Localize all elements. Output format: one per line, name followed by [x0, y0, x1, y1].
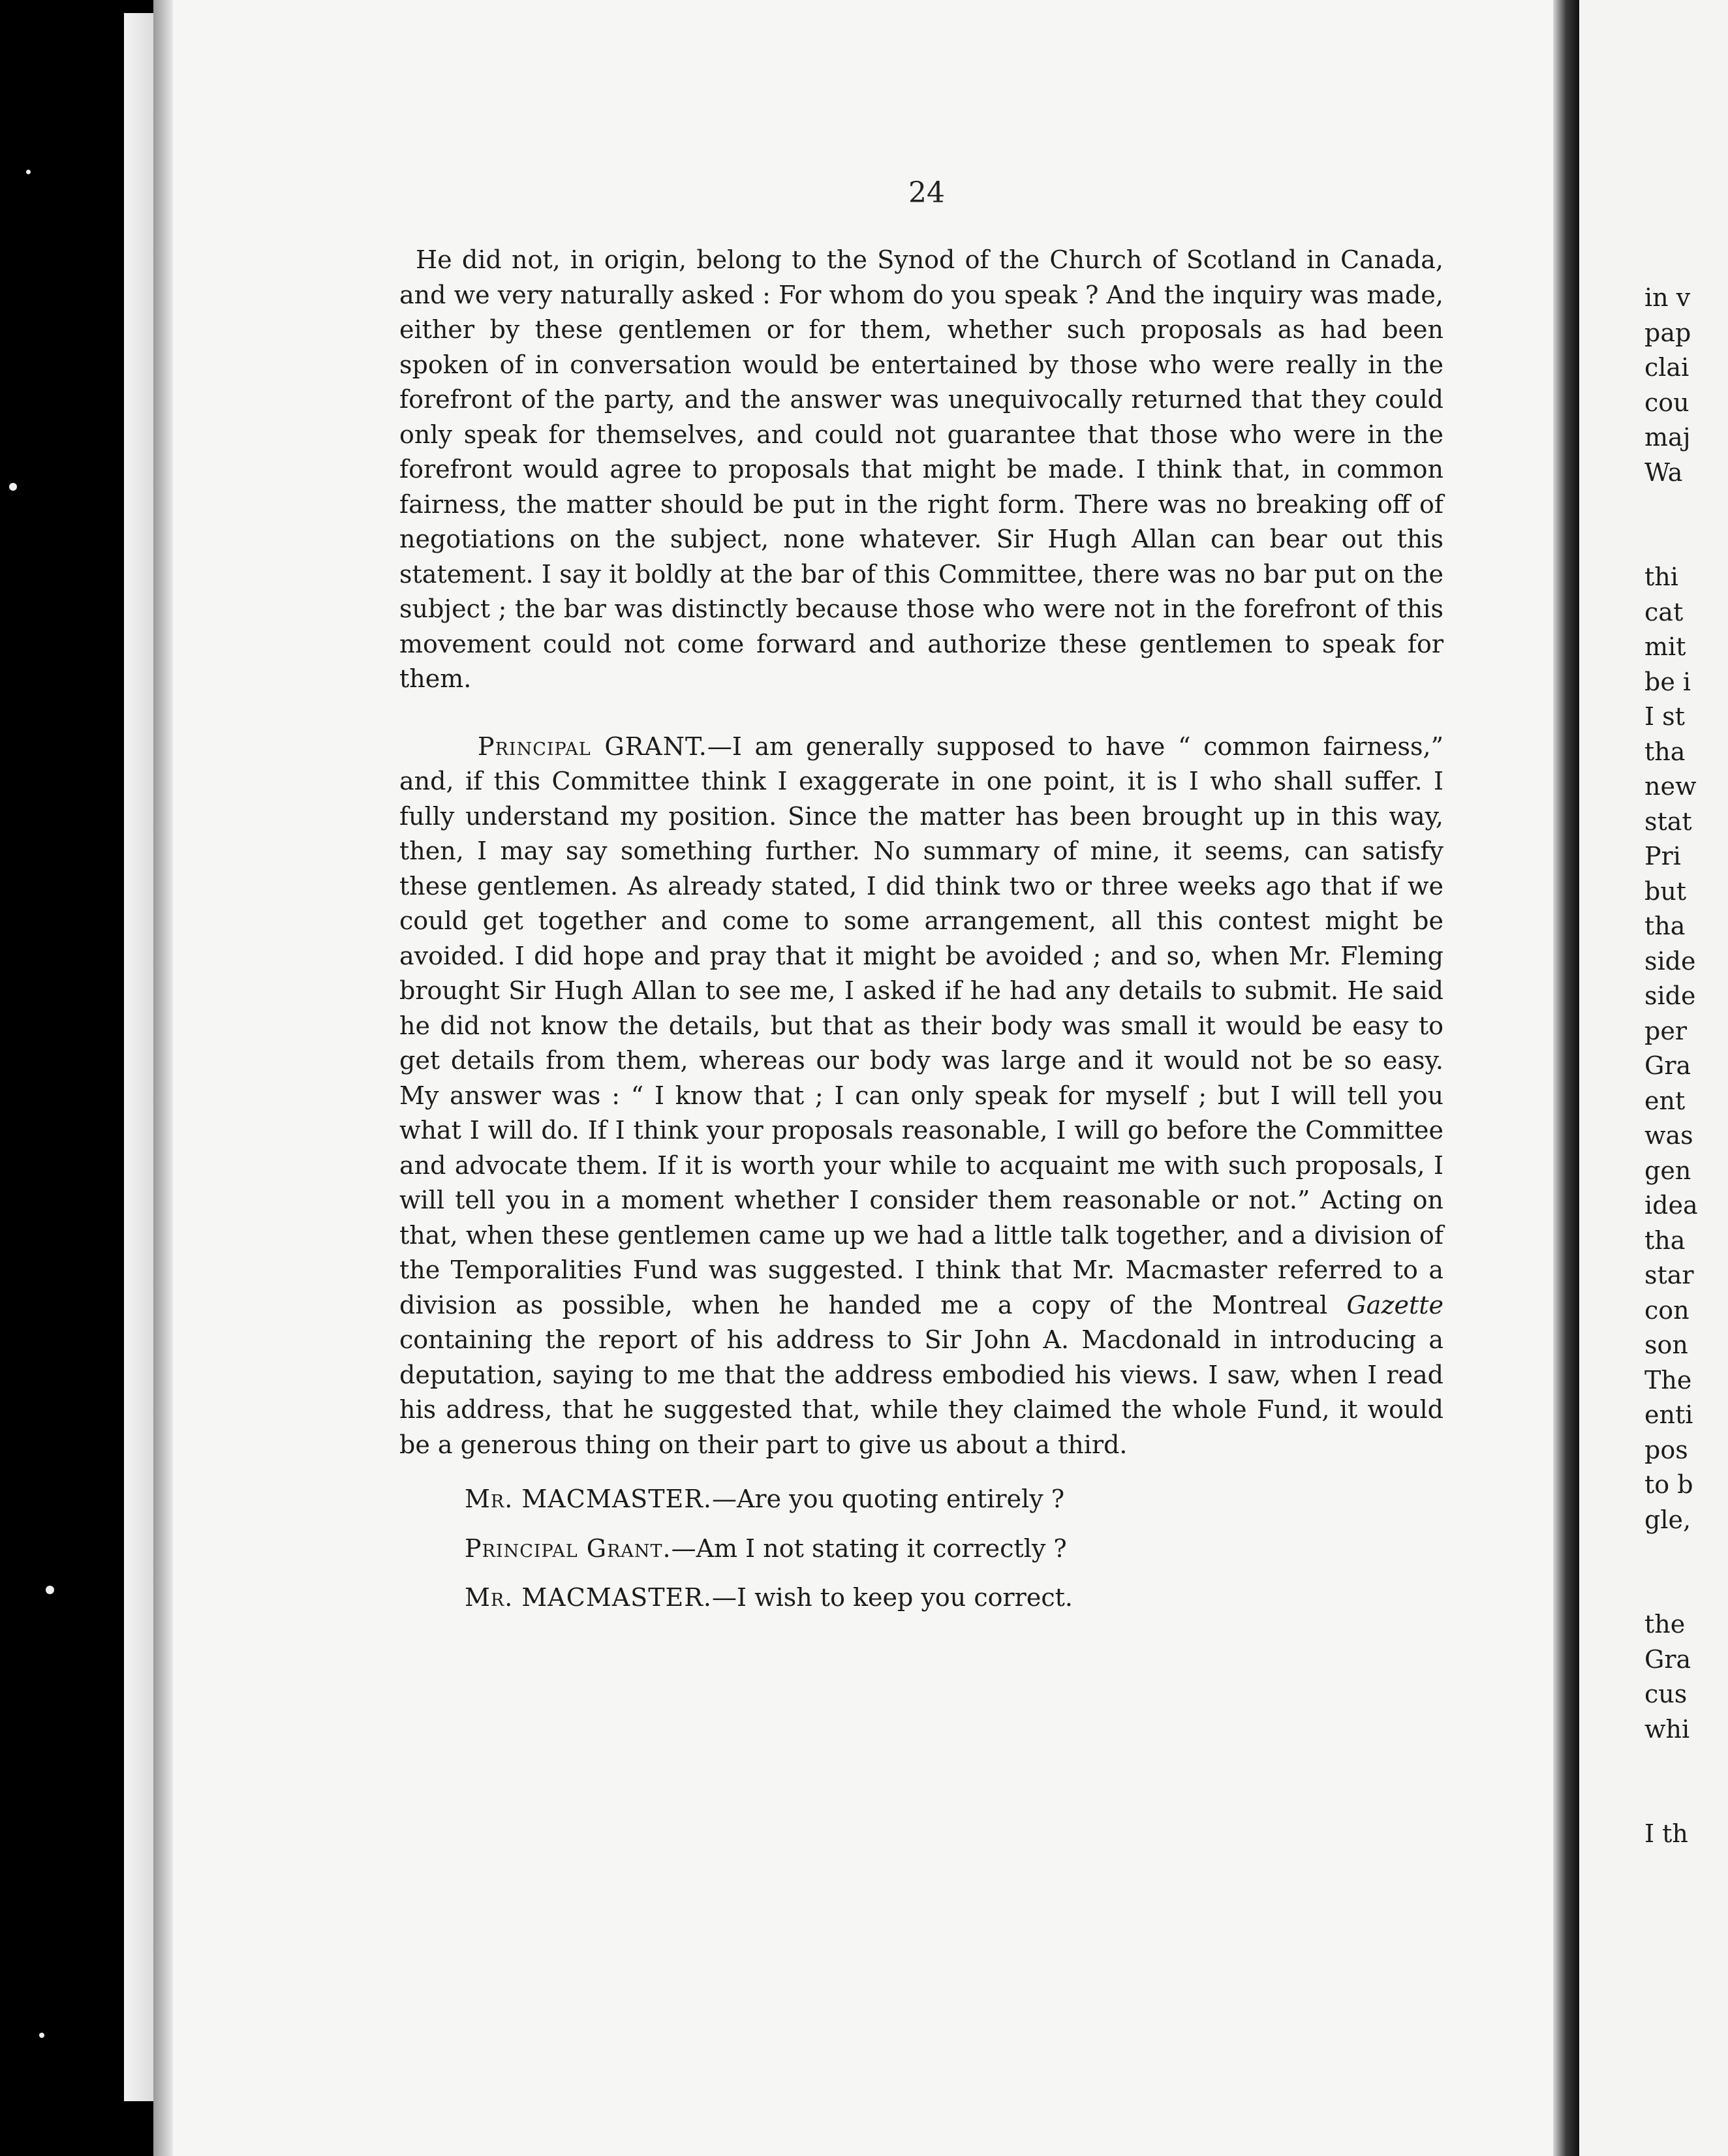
- facing-line: in v: [1644, 283, 1691, 312]
- paragraph-2-tail: containing the report of his address to Sir John A. Macdonald in introducing a deputation, saying to me that the address embodied his views. I saw, when I read his address, that he suggested that, while they claimed the whole Fund, it would be a generous thing on their part to give us about a third.: [399, 1325, 1443, 1459]
- facing-line: pos: [1644, 1435, 1688, 1464]
- facing-line: to b: [1644, 1470, 1693, 1499]
- facing-line: tha: [1644, 737, 1686, 766]
- exchange-line: [399, 1532, 1443, 1567]
- facing-line: The: [1644, 1365, 1692, 1394]
- dust-speck: [46, 1586, 54, 1594]
- facing-line: [1644, 525, 1728, 561]
- facing-line: thi: [1644, 562, 1678, 591]
- facing-line: ent: [1644, 1086, 1686, 1115]
- facing-line: con: [1644, 1295, 1689, 1325]
- facing-line: [1644, 1573, 1728, 1608]
- facing-line: son: [1644, 1331, 1688, 1359]
- exchange-text: —Am I not stating it correctly ?: [671, 1533, 1067, 1563]
- facing-line: [1644, 1747, 1728, 1782]
- exchange-text: —Are you quoting entirely ?: [711, 1485, 1065, 1513]
- facing-line: was: [1644, 1121, 1693, 1150]
- facing-line: tha: [1644, 912, 1686, 940]
- page-body: [399, 243, 1443, 1616]
- speaker-name: Mr. MACMASTER.: [465, 1485, 712, 1513]
- exchange-line: [399, 1580, 1443, 1616]
- facing-line: I th: [1644, 1819, 1688, 1848]
- facing-line: whi: [1644, 1714, 1690, 1744]
- paragraph-2-body: —I am generally supposed to have “ common fairness,” and, if this Committee think I exaggerate in one point, it is I who shall suffer. I fully understand my position. Since the matter has been brought up in this way, then, I may say something further. No summary of mine, it seems, can satisfy these gentlemen. As already stated, I did think two or three weeks ago that if we could get together and come to some arrangement, all this contest might be avoided. I did hope and pray that it might be avoided ; and so, when Mr. Fleming brought Sir Hugh Allan to see me, I asked if he had any details to submit. He said he did not know the details, but that as their body was small it would be easy to get details from them, whereas our body was large and it would not be so easy. My answer was : “ I know that ; I can only speak for myself ; but I will tell you what I will do. If I think your proposals reasonable, I will go before the Committee and advocate them. If it is worth your while to acquaint me with such proposals, I will tell you in a moment whether I consider them reasonable or not.” Acting on that, when these gentlemen came up we had a little talk together, and a division of the Temporalities Fund was suggested. I think that Mr. Macmaster referred to a division as possible, when he handed me a copy of the Montreal: [399, 732, 1443, 1319]
- facing-line: cou: [1644, 388, 1689, 417]
- facing-line: gle,: [1644, 1505, 1691, 1534]
- dust-speck: [26, 170, 31, 174]
- book-gutter: [1553, 0, 1579, 2156]
- facing-line: stat: [1644, 807, 1692, 836]
- facing-line: [1644, 1782, 1728, 1817]
- facing-line: tha: [1644, 1225, 1686, 1255]
- facing-line: I st: [1644, 702, 1685, 731]
- exchange-text: —I wish to keep you correct.: [711, 1583, 1073, 1612]
- facing-line: star: [1644, 1261, 1694, 1289]
- facing-line: [1644, 1537, 1728, 1573]
- facing-line: gen: [1644, 1156, 1691, 1185]
- facing-line: but: [1644, 876, 1687, 906]
- facing-line: the: [1644, 1610, 1686, 1639]
- page-shadow: [153, 0, 173, 2156]
- left-page-edge: [124, 13, 153, 2101]
- facing-line: Gra: [1644, 1051, 1691, 1080]
- speaker-name: Principal Grant.: [465, 1533, 671, 1563]
- facing-line: new: [1644, 772, 1697, 801]
- facing-line: cus: [1644, 1680, 1688, 1708]
- facing-page-text: [1644, 281, 1728, 1852]
- facing-line: per: [1644, 1016, 1687, 1045]
- facing-line: maj: [1644, 423, 1691, 452]
- facing-line: cat: [1644, 597, 1684, 626]
- dust-speck: [39, 2033, 44, 2038]
- newspaper-title: Gazette: [1346, 1290, 1443, 1319]
- facing-line: enti: [1644, 1400, 1693, 1429]
- facing-line: [1644, 490, 1728, 525]
- facing-line: Pri: [1644, 842, 1681, 870]
- facing-line: be i: [1644, 667, 1691, 696]
- paragraph-2: [399, 730, 1443, 1463]
- facing-line: pap: [1644, 318, 1691, 347]
- facing-line: idea: [1644, 1191, 1698, 1220]
- facing-line: clai: [1644, 353, 1689, 382]
- facing-line: side: [1644, 981, 1696, 1010]
- facing-line: side: [1644, 946, 1696, 976]
- page-number: 24: [908, 176, 945, 209]
- facing-line: Wa: [1644, 457, 1683, 487]
- speaker-name: Principal GRANT.: [478, 732, 707, 761]
- exchange-line: [399, 1482, 1443, 1517]
- facing-line: mit: [1644, 632, 1686, 661]
- speaker-name: Mr. MACMASTER.: [465, 1583, 712, 1612]
- dust-speck: [9, 483, 17, 491]
- paragraph-1: He did not, in origin, belong to the Synod of the Church of Scotland in Canada, and we very naturally asked : For whom do you speak ? And the inquiry was made, either by these gentlemen or for them, whether such proposals as had been spoken of in conversation would be entertained by those who were really in the forefront of the party, and the answer was unequivocally returned that they could only speak for themselves, and could not guarantee that those who were in the forefront would agree to proposals that might be made. I think that, in common fairness, the matter should be put in the right form. There was no breaking off of negotiations on the subject, none whatever. Sir Hugh Allan can bear out this statement. I say it boldly at the bar of this Committee, there was no bar put on the subject ; the bar was distinctly because those who were not in the forefront of this movement could not come forward and authorize these gentlemen to speak for them.: [399, 245, 1443, 693]
- facing-line: Gra: [1644, 1644, 1691, 1674]
